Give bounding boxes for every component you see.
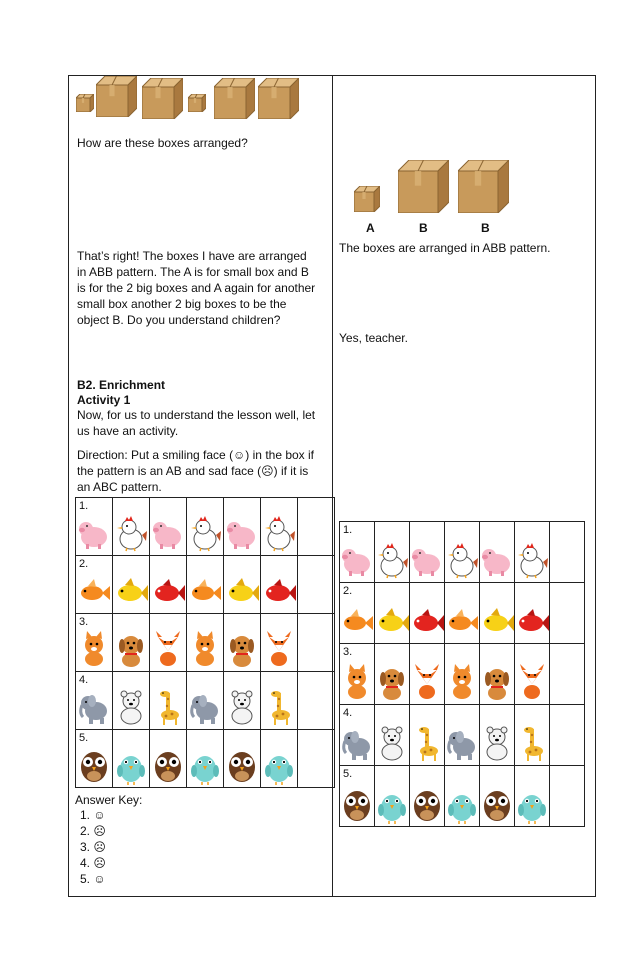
red-fish-icon	[261, 573, 297, 611]
pattern-cell[interactable]	[410, 766, 445, 827]
pattern-cell[interactable]	[187, 730, 224, 788]
pig-icon	[224, 515, 260, 553]
big-box-icon	[142, 78, 183, 119]
row-number: 2.	[343, 585, 353, 597]
pattern-cell[interactable]	[410, 644, 445, 705]
pattern-cell[interactable]	[113, 498, 150, 556]
answer-item: 1. ☺	[80, 808, 106, 822]
fox-icon	[514, 664, 550, 702]
chicken-icon	[444, 542, 480, 580]
pattern-row	[76, 614, 335, 672]
fox-icon	[261, 631, 297, 669]
pattern-cell[interactable]	[550, 766, 585, 827]
pig-icon	[479, 542, 515, 580]
dog-icon	[113, 631, 149, 669]
yellow-fish-icon	[374, 603, 410, 641]
pattern-cell[interactable]	[187, 614, 224, 672]
pattern-cell[interactable]	[113, 672, 150, 730]
yellow-fish-icon	[113, 573, 149, 611]
elephant-icon	[444, 725, 480, 763]
dog-icon	[224, 631, 260, 669]
pattern-cell[interactable]	[298, 498, 335, 556]
label-a: A	[366, 221, 375, 235]
yellow-fish-icon	[479, 603, 515, 641]
red-fish-icon	[514, 603, 550, 641]
pattern-cell[interactable]	[375, 522, 410, 583]
pattern-row	[340, 583, 585, 644]
pattern-cell[interactable]	[480, 766, 515, 827]
pattern-row	[76, 730, 335, 788]
pattern-row	[76, 672, 335, 730]
pattern-cell[interactable]	[224, 614, 261, 672]
pattern-cell[interactable]	[410, 583, 445, 644]
cat-icon	[187, 631, 223, 669]
pattern-cell[interactable]	[224, 672, 261, 730]
blue-bird-icon	[261, 747, 297, 785]
yellow-fish-icon	[224, 573, 260, 611]
activity-title: Activity 1	[77, 393, 131, 407]
pig-icon	[339, 542, 375, 580]
pattern-cell[interactable]	[150, 614, 187, 672]
pattern-cell[interactable]	[410, 522, 445, 583]
elephant-icon	[187, 689, 223, 727]
pattern-cell[interactable]	[261, 730, 298, 788]
blue-bird-icon	[514, 786, 550, 824]
pattern-cell[interactable]	[550, 705, 585, 766]
answer-item: 4. ☹	[80, 856, 106, 870]
pattern-cell[interactable]	[515, 705, 550, 766]
pattern-cell[interactable]	[340, 644, 375, 705]
pattern-cell[interactable]	[480, 705, 515, 766]
pattern-cell[interactable]	[298, 614, 335, 672]
orange-fish-icon	[187, 573, 223, 611]
pattern-cell[interactable]	[340, 766, 375, 827]
orange-fish-icon	[339, 603, 375, 641]
boxes-pattern-image	[76, 76, 306, 122]
row-number: 3.	[343, 646, 353, 658]
pattern-grid-left	[75, 497, 335, 788]
pattern-cell[interactable]	[298, 556, 335, 614]
pattern-cell[interactable]	[515, 644, 550, 705]
direction-line: an ABC pattern.	[77, 480, 162, 494]
owl-icon	[150, 747, 186, 785]
pattern-cell[interactable]	[515, 522, 550, 583]
pattern-cell[interactable]	[550, 644, 585, 705]
response-text: Yes, teacher.	[339, 331, 408, 345]
pattern-cell[interactable]	[480, 522, 515, 583]
chicken-icon	[113, 515, 149, 553]
pattern-cell[interactable]	[150, 498, 187, 556]
pattern-cell[interactable]	[375, 644, 410, 705]
pattern-cell[interactable]	[76, 672, 113, 730]
giraffe-icon	[150, 689, 186, 727]
chicken-icon	[374, 542, 410, 580]
polar-bear-icon	[374, 725, 410, 763]
explanation-line: small box another 2 big boxes to be the	[77, 297, 287, 311]
pattern-cell[interactable]	[224, 730, 261, 788]
explanation-line: That’s right! The boxes I have are arranged	[77, 249, 307, 263]
fox-icon	[409, 664, 445, 702]
pattern-cell[interactable]	[187, 672, 224, 730]
small-box-icon	[76, 94, 94, 112]
answer-item: 5. ☺	[80, 872, 106, 886]
pattern-cell[interactable]	[410, 705, 445, 766]
pattern-cell[interactable]	[298, 672, 335, 730]
answer-item: 2. ☹	[80, 824, 106, 838]
row-number: 1.	[343, 524, 353, 536]
cat-icon	[76, 631, 112, 669]
explanation-line: is for the 2 big boxes and A again for another	[77, 281, 316, 295]
pattern-cell[interactable]	[480, 583, 515, 644]
big-box-icon	[96, 76, 137, 117]
pattern-cell[interactable]	[150, 672, 187, 730]
pattern-cell[interactable]	[340, 522, 375, 583]
answer-key-title: Answer Key:	[75, 793, 143, 807]
pattern-cell[interactable]	[113, 614, 150, 672]
pattern-cell[interactable]	[550, 583, 585, 644]
polar-bear-icon	[113, 689, 149, 727]
pattern-cell[interactable]	[445, 644, 480, 705]
pattern-row	[76, 556, 335, 614]
big-box-icon	[258, 78, 299, 119]
giraffe-icon	[514, 725, 550, 763]
blue-bird-icon	[444, 786, 480, 824]
red-fish-icon	[150, 573, 186, 611]
pattern-cell[interactable]	[261, 498, 298, 556]
pattern-cell[interactable]	[261, 556, 298, 614]
row-number: 4.	[343, 707, 353, 719]
pattern-row	[340, 644, 585, 705]
row-number: 1.	[79, 500, 89, 512]
pattern-cell[interactable]	[375, 766, 410, 827]
dog-icon	[374, 664, 410, 702]
row-number: 3.	[79, 616, 89, 628]
pattern-cell[interactable]	[113, 556, 150, 614]
pattern-grid-right	[339, 521, 585, 827]
explanation-line: in ABB pattern. The A is for small box and B	[77, 265, 309, 279]
pattern-cell[interactable]	[340, 705, 375, 766]
pattern-cell[interactable]	[187, 498, 224, 556]
direction-line: Direction: Put a smiling face (☺) in the box if	[77, 448, 315, 462]
pig-icon	[150, 515, 186, 553]
red-fish-icon	[409, 603, 445, 641]
pattern-row	[340, 522, 585, 583]
chicken-icon	[261, 515, 297, 553]
elephant-icon	[76, 689, 112, 727]
pattern-cell[interactable]	[150, 730, 187, 788]
big-box-icon	[458, 160, 509, 213]
answer-item: 3. ☹	[80, 840, 106, 854]
pattern-cell[interactable]	[261, 672, 298, 730]
pattern-cell[interactable]	[550, 522, 585, 583]
row-number: 2.	[79, 558, 89, 570]
polar-bear-icon	[479, 725, 515, 763]
pattern-cell[interactable]	[261, 614, 298, 672]
pattern-cell[interactable]	[76, 498, 113, 556]
pattern-cell[interactable]	[187, 556, 224, 614]
intro-text	[77, 407, 332, 439]
pattern-row	[76, 498, 335, 556]
orange-fish-icon	[76, 573, 112, 611]
row-number: 5.	[343, 768, 353, 780]
pattern-row	[340, 766, 585, 827]
question-text: How are these boxes arranged?	[77, 136, 248, 150]
pattern-cell[interactable]	[375, 583, 410, 644]
pattern-cell[interactable]	[445, 522, 480, 583]
small-box-icon	[354, 186, 380, 212]
polar-bear-icon	[224, 689, 260, 727]
fox-icon	[150, 631, 186, 669]
pattern-cell[interactable]	[113, 730, 150, 788]
section-title: B2. Enrichment	[77, 378, 166, 392]
pattern-cell[interactable]	[375, 705, 410, 766]
cat-icon	[339, 664, 375, 702]
giraffe-icon	[409, 725, 445, 763]
answer-text: The boxes are arranged in ABB pattern.	[339, 241, 551, 255]
cat-icon	[444, 664, 480, 702]
owl-icon	[409, 786, 445, 824]
direction-text	[77, 447, 332, 495]
owl-icon	[479, 786, 515, 824]
pattern-cell[interactable]	[340, 583, 375, 644]
pattern-cell[interactable]	[76, 730, 113, 788]
pig-icon	[76, 515, 112, 553]
giraffe-icon	[261, 689, 297, 727]
pattern-cell[interactable]	[224, 498, 261, 556]
pattern-cell[interactable]	[150, 556, 187, 614]
intro-line: Now, for us to understand the lesson well, let	[77, 408, 316, 422]
pattern-cell[interactable]	[76, 556, 113, 614]
pattern-cell[interactable]	[480, 644, 515, 705]
small-box-icon	[188, 94, 206, 112]
label-b-2: B	[481, 221, 490, 235]
owl-icon	[224, 747, 260, 785]
pattern-row	[340, 705, 585, 766]
pig-icon	[409, 542, 445, 580]
row-number: 5.	[79, 732, 89, 744]
pattern-cell[interactable]	[224, 556, 261, 614]
intro-line: us have an activity.	[77, 424, 179, 438]
orange-fish-icon	[444, 603, 480, 641]
row-number: 4.	[79, 674, 89, 686]
blue-bird-icon	[113, 747, 149, 785]
chicken-icon	[514, 542, 550, 580]
chicken-icon	[187, 515, 223, 553]
pattern-cell[interactable]	[76, 614, 113, 672]
elephant-icon	[339, 725, 375, 763]
direction-line: the pattern is an AB and sad face (☹) if it is	[77, 464, 309, 478]
dog-icon	[479, 664, 515, 702]
owl-icon	[76, 747, 112, 785]
big-box-icon	[398, 160, 449, 213]
pattern-cell[interactable]	[298, 730, 335, 788]
pattern-cell[interactable]	[445, 705, 480, 766]
label-b-1: B	[419, 221, 428, 235]
explanation-line: object B. Do you understand children?	[77, 313, 281, 327]
pattern-cell[interactable]	[515, 583, 550, 644]
owl-icon	[339, 786, 375, 824]
blue-bird-icon	[187, 747, 223, 785]
pattern-cell[interactable]	[445, 583, 480, 644]
abb-boxes-image	[350, 156, 520, 214]
pattern-cell[interactable]	[445, 766, 480, 827]
blue-bird-icon	[374, 786, 410, 824]
big-box-icon	[214, 78, 255, 119]
explanation-text	[77, 248, 332, 328]
pattern-cell[interactable]	[515, 766, 550, 827]
